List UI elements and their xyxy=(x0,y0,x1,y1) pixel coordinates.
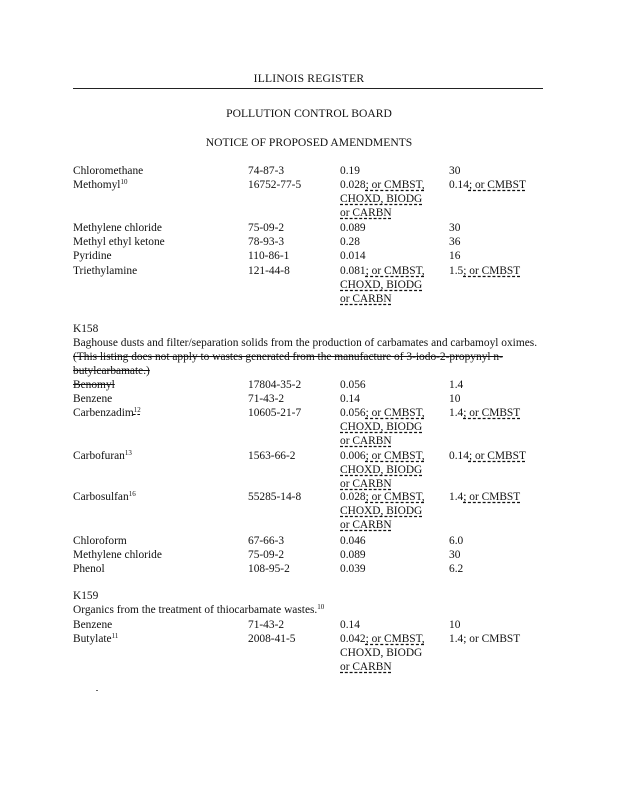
cas-number: 71-43-2 xyxy=(248,619,285,631)
nww-base: 1.4 xyxy=(449,491,464,503)
nonwastewater-standard: 6.2 xyxy=(449,563,464,575)
nonwastewater-standard: 30 xyxy=(449,549,461,561)
waste-code: K159 xyxy=(73,590,99,602)
wastewater-standard xyxy=(340,178,425,220)
wastewater-standard: 0.089 xyxy=(340,549,366,561)
nww-base: 0.14 xyxy=(449,179,469,191)
constituent-name xyxy=(73,449,132,463)
cas-number: 71-43-2 xyxy=(248,393,285,405)
nww-base: 0.14 xyxy=(449,450,469,462)
cas-number: 16752-77-5 xyxy=(248,179,302,191)
footnote-ref: 10 xyxy=(317,603,325,611)
nonwastewater-standard: 30 xyxy=(449,222,461,234)
nonwastewater-standard xyxy=(449,490,520,504)
nww-added-text: ; or CMBST xyxy=(463,407,521,419)
ww-base: 0.042 xyxy=(340,633,366,645)
wastewater-standard: 0.089 xyxy=(340,222,366,234)
agency-title: POLLUTION CONTROL BOARD xyxy=(226,107,392,120)
ww-added-text: CHOXD, BIODG xyxy=(340,505,423,517)
notice-title: NOTICE OF PROPOSED AMENDMENTS xyxy=(205,136,413,149)
constituent-name-text: Carbosulfan xyxy=(73,491,129,503)
ww-added-text: CHOXD, BIODG xyxy=(340,421,423,433)
ww-added-text: ; or CMBST, xyxy=(365,179,425,191)
nonwastewater-standard xyxy=(449,449,526,463)
constituent-name: Triethylamine xyxy=(73,265,138,277)
nonwastewater-standard xyxy=(449,178,526,192)
cas-number: 17804-35-2 xyxy=(248,379,302,391)
ww-added-text: ; or CMBST, xyxy=(365,633,425,645)
footnote-ref: 12 xyxy=(133,406,141,414)
constituent-name: Chloroform xyxy=(73,535,127,547)
nonwastewater-standard xyxy=(449,406,520,420)
wastewater-standard xyxy=(340,490,425,532)
wastewater-standard xyxy=(340,406,425,448)
nonwastewater-standard: 1.4 xyxy=(449,379,464,391)
description-text: Organics from the treatment of thiocarbamate wastes. xyxy=(73,604,318,616)
nww-added-text: ; or CMBST xyxy=(463,491,521,503)
ww-base: 0.028 xyxy=(340,491,366,503)
nonwastewater-standard: 36 xyxy=(449,236,461,248)
wastewater-standard: 0.14 xyxy=(340,619,360,631)
cas-number: 75-09-2 xyxy=(248,222,285,234)
constituent-name: Methylene chloride xyxy=(73,222,162,234)
cas-number: 55285-14-8 xyxy=(248,491,302,503)
nww-base: 1.4 xyxy=(449,407,464,419)
wastewater-standard xyxy=(340,632,425,674)
struck-description-text: propynyl n-butylcarbamate.) xyxy=(73,351,503,377)
ww-added-text: ; or CMBST, xyxy=(365,407,425,419)
ww-added-text: ; or CMBST, xyxy=(365,450,425,462)
nonwastewater-standard: 10 xyxy=(449,393,461,405)
constituent-name: Methyl ethyl ketone xyxy=(73,236,165,248)
nww-base: 1.5 xyxy=(449,265,464,277)
ww-added-text: or CARBN xyxy=(340,435,392,447)
nonwastewater-standard: 16 xyxy=(449,250,461,262)
wastewater-standard: 0.014 xyxy=(340,250,366,262)
constituent-name: Benzene xyxy=(73,393,113,405)
scan-speck xyxy=(96,690,98,691)
nww-added-text: ; or CMBST xyxy=(468,179,526,191)
constituent-name: Benomyl xyxy=(73,379,115,391)
constituent-name-text: Methomyl xyxy=(73,179,121,191)
waste-code: K158 xyxy=(73,323,99,335)
wastewater-standard: 0.039 xyxy=(340,563,366,575)
description-text: Baghouse dusts and filter/separation solids from the production of carbamates and carbamoyl oximes. xyxy=(73,337,538,349)
nww-base: 1.4 xyxy=(449,633,464,645)
wastewater-standard xyxy=(340,449,425,491)
constituent-name xyxy=(73,178,127,192)
cas-number: 78-93-3 xyxy=(248,236,285,248)
wastewater-standard: 0.056 xyxy=(340,379,366,391)
ww-base: 0.006 xyxy=(340,450,366,462)
wastewater-standard: 0.046 xyxy=(340,535,366,547)
constituent-name: Methylene chloride xyxy=(73,549,162,561)
page-header-title: ILLINOIS REGISTER xyxy=(253,72,365,85)
cas-number: 1563-66-2 xyxy=(248,450,296,462)
struck-description-text: (This listing does not apply to wastes generated from the manufacture of 3-iodo-2- xyxy=(73,351,450,363)
nww-added-text: ; or CMBST xyxy=(468,450,526,462)
constituent-name xyxy=(73,490,136,504)
wastewater-standard: 0.28 xyxy=(340,236,360,248)
constituent-name: Pyridine xyxy=(73,250,112,262)
ww-added-text: ; or CMBST, xyxy=(365,265,425,277)
ww-added-text: CHOXD, BIODG xyxy=(340,464,423,476)
footnote-ref: 13 xyxy=(124,449,132,457)
cas-number: 10605-21-7 xyxy=(248,407,302,419)
ww-added-text: CHOXD, BIODG xyxy=(340,279,423,291)
constituent-name: Phenol xyxy=(73,563,105,575)
ww-base: 0.056 xyxy=(340,407,366,419)
ww-added-text: or CARBN xyxy=(340,207,392,219)
ww-added-text: or CARBN xyxy=(340,478,392,490)
ww-base: 0.081 xyxy=(340,265,366,277)
cas-number: 67-66-3 xyxy=(248,535,285,547)
nonwastewater-standard: 6.0 xyxy=(449,535,464,547)
cas-number: 108-95-2 xyxy=(248,563,290,575)
footnote-ref: 10 xyxy=(120,178,128,186)
wastewater-standard: 0.19 xyxy=(340,165,360,177)
constituent-name: Chloromethane xyxy=(73,165,144,177)
nww-added-text: ; or CMBST xyxy=(463,633,521,645)
constituent-name-text: Carbenzadim xyxy=(73,407,134,419)
ww-added-text: or CARBN xyxy=(340,519,392,531)
constituent-name-text: Carbofuran xyxy=(73,450,125,462)
ww-base: 0.028 xyxy=(340,179,366,191)
cas-number: 110-86-1 xyxy=(248,250,290,262)
footnote-ref: 11 xyxy=(111,632,119,640)
ww-added-text: or CARBN xyxy=(340,293,392,305)
header-rule xyxy=(73,88,543,89)
nonwastewater-standard: 30 xyxy=(449,165,461,177)
wastewater-standard xyxy=(340,264,425,306)
cas-number: 74-87-3 xyxy=(248,165,285,177)
nonwastewater-standard: 10 xyxy=(449,619,461,631)
constituent-name xyxy=(73,632,118,646)
waste-description xyxy=(73,603,553,617)
waste-description xyxy=(73,336,553,378)
ww-added-text: CHOXD, BIODG xyxy=(340,193,423,205)
ww-added-text: CHOXD, BIODG xyxy=(340,647,423,659)
nww-added-text: ; or CMBST xyxy=(463,265,521,277)
cas-number: 75-09-2 xyxy=(248,549,285,561)
ww-added-text: or CARBN xyxy=(340,661,392,673)
cas-number: 121-44-8 xyxy=(248,265,290,277)
constituent-name-text: Butylate xyxy=(73,633,112,645)
ww-added-text: ; or CMBST, xyxy=(365,491,425,503)
nonwastewater-standard xyxy=(449,264,520,278)
cas-number: 2008-41-5 xyxy=(248,633,296,645)
nonwastewater-standard xyxy=(449,632,520,646)
footnote-ref: 16 xyxy=(128,490,136,498)
constituent-name xyxy=(73,406,141,420)
wastewater-standard: 0.14 xyxy=(340,393,360,405)
constituent-name: Benzene xyxy=(73,619,113,631)
